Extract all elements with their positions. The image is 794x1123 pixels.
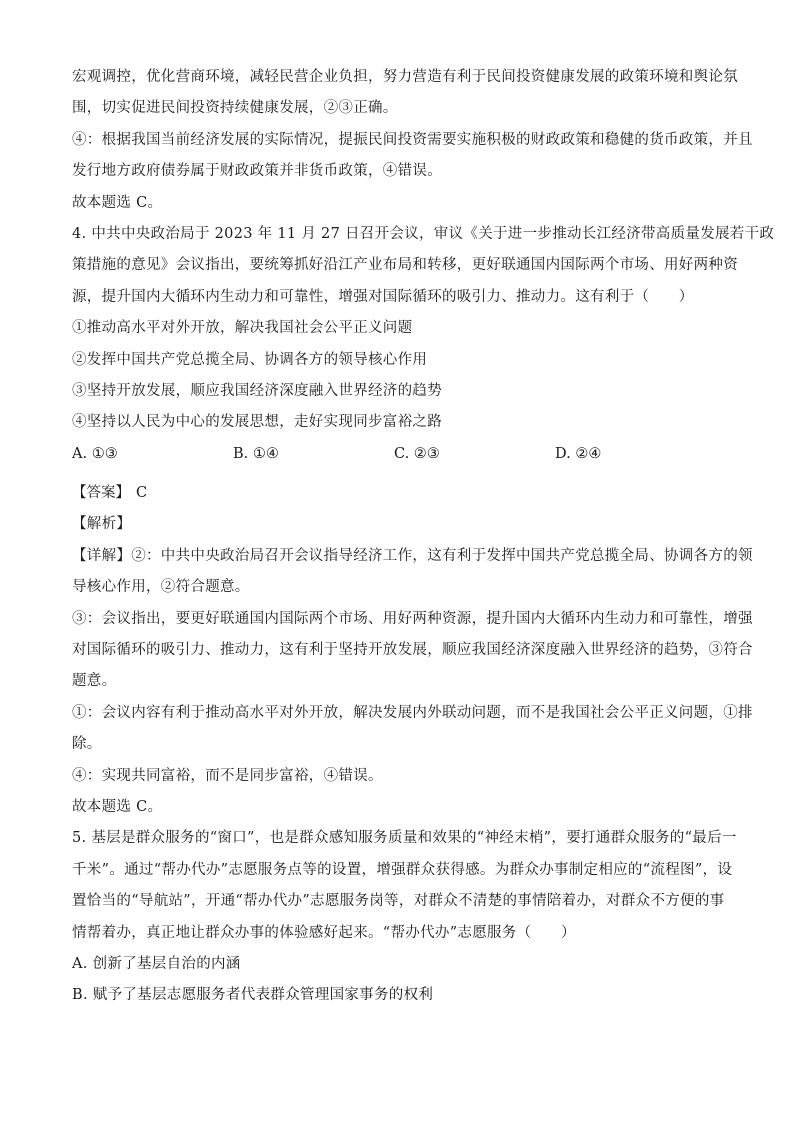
analysis-tag: 【解析】 <box>72 516 132 533</box>
analysis-line: 对国际循环的吸引力、推动力，这有利于坚持开放发展，顺应我国经济深度融入世界经济的趋势，③符合 <box>72 642 753 659</box>
text-line: ④：根据我国当前经济发展的实际情况，提振民间投资需要实施积极的财政政策和稳健的货币政策，并且 <box>72 131 753 148</box>
analysis-line: 故本题选 C。 <box>72 798 163 815</box>
analysis-line: 导核心作用，②符合题意。 <box>72 579 250 596</box>
analysis-line: 【详解】②：中共中央政治局召开会议指导经济工作，这有利于发挥中国共产党总揽全局、协调各方的领 <box>72 547 753 564</box>
text-line: 围，切实促进民间投资持续健康发展，②③正确。 <box>72 100 398 117</box>
analysis-line: 题意。 <box>72 673 117 690</box>
statement-item: ③坚持开放发展，顺应我国经济深度融入世界经济的趋势 <box>72 382 442 399</box>
option-a: A. 创新了基层自治的内涵 <box>72 955 241 972</box>
statement-item: ④坚持以人民为中心的发展思想，走好实现同步富裕之路 <box>72 414 442 431</box>
option-c: C. ②③ <box>394 445 440 462</box>
text-line: 故本题选 C。 <box>72 194 163 211</box>
option-b: B. ①④ <box>233 445 279 462</box>
analysis-line: ④：实现共同富裕，而不是同步富裕，④错误。 <box>72 767 383 784</box>
answer-row <box>72 478 722 509</box>
question-stem: 5. 基层是群众服务的“窗口”，也是群众感知服务质量和效果的“神经末梢”，要打通群众服务的“最后一 <box>72 830 737 847</box>
answer-options <box>72 439 722 470</box>
question-4 <box>72 219 775 823</box>
statement-item: ①推动高水平对外开放，解决我国社会公平正义问题 <box>72 320 413 337</box>
option-b: B. 赋予了基层志愿服务者代表群众管理国家事务的权利 <box>72 987 434 1004</box>
statement-item: ②发挥中国共产党总揽全局、协调各方的领导核心作用 <box>72 351 428 368</box>
question-stem: 4. 中共中央政治局于 2023 年 11 月 27 日召开会议，审议《关于进一步推动长江经济带高质量发展若干政 <box>72 225 775 242</box>
option-a: A. ①③ <box>72 445 118 462</box>
question-stem: 源，提升国内大循环内生动力和可靠性，增强对国际循环的吸引力、推动力。这有利于（ ） <box>72 288 694 305</box>
question-stem: 策措施的意见》会议指出，要统筹抓好沿江产业布局和转移，更好联通国内国际两个市场、用好两种资 <box>72 257 738 274</box>
question-stem: 千米”。通过“帮办代办”志愿服务点等的设置，增强群众获得感。为群众办事制定相应的“流程图”，设 <box>72 861 733 878</box>
analysis-line: 除。 <box>72 736 102 753</box>
option-d: D. ②④ <box>555 445 602 462</box>
answer-tag: 【答案】 <box>72 485 130 502</box>
answer-value: C <box>136 485 148 502</box>
previous-answer-continuation <box>72 62 753 219</box>
text-line: 宏观调控，优化营商环境，减轻民营企业负担，努力营造有利于民间投资健康发展的政策环境和舆论氛 <box>72 69 738 85</box>
text-line: 发行地方政府债券属于财政政策并非货币政策，④错误。 <box>72 163 442 180</box>
analysis-line: ①：会议内容有利于推动高水平对外开放，解决发展内外联动问题，而不是我国社会公平正义问题，①排 <box>72 704 753 721</box>
question-stem: 置恰当的“导航站”，开通“帮办代办”志愿服务岗等，对群众不清楚的事情陪着办，对群众不方便的事 <box>72 893 725 910</box>
question-stem: 情帮着办，真正地让群众办事的体验感好起来。“帮办代办”志愿服务（ ） <box>72 924 576 941</box>
question-5 <box>72 823 737 1011</box>
analysis-line: ③：会议指出，要更好联通国内国际两个市场、用好两种资源，提升国内大循环内生动力和可靠性，增强 <box>72 610 753 627</box>
document-page <box>72 62 775 1012</box>
